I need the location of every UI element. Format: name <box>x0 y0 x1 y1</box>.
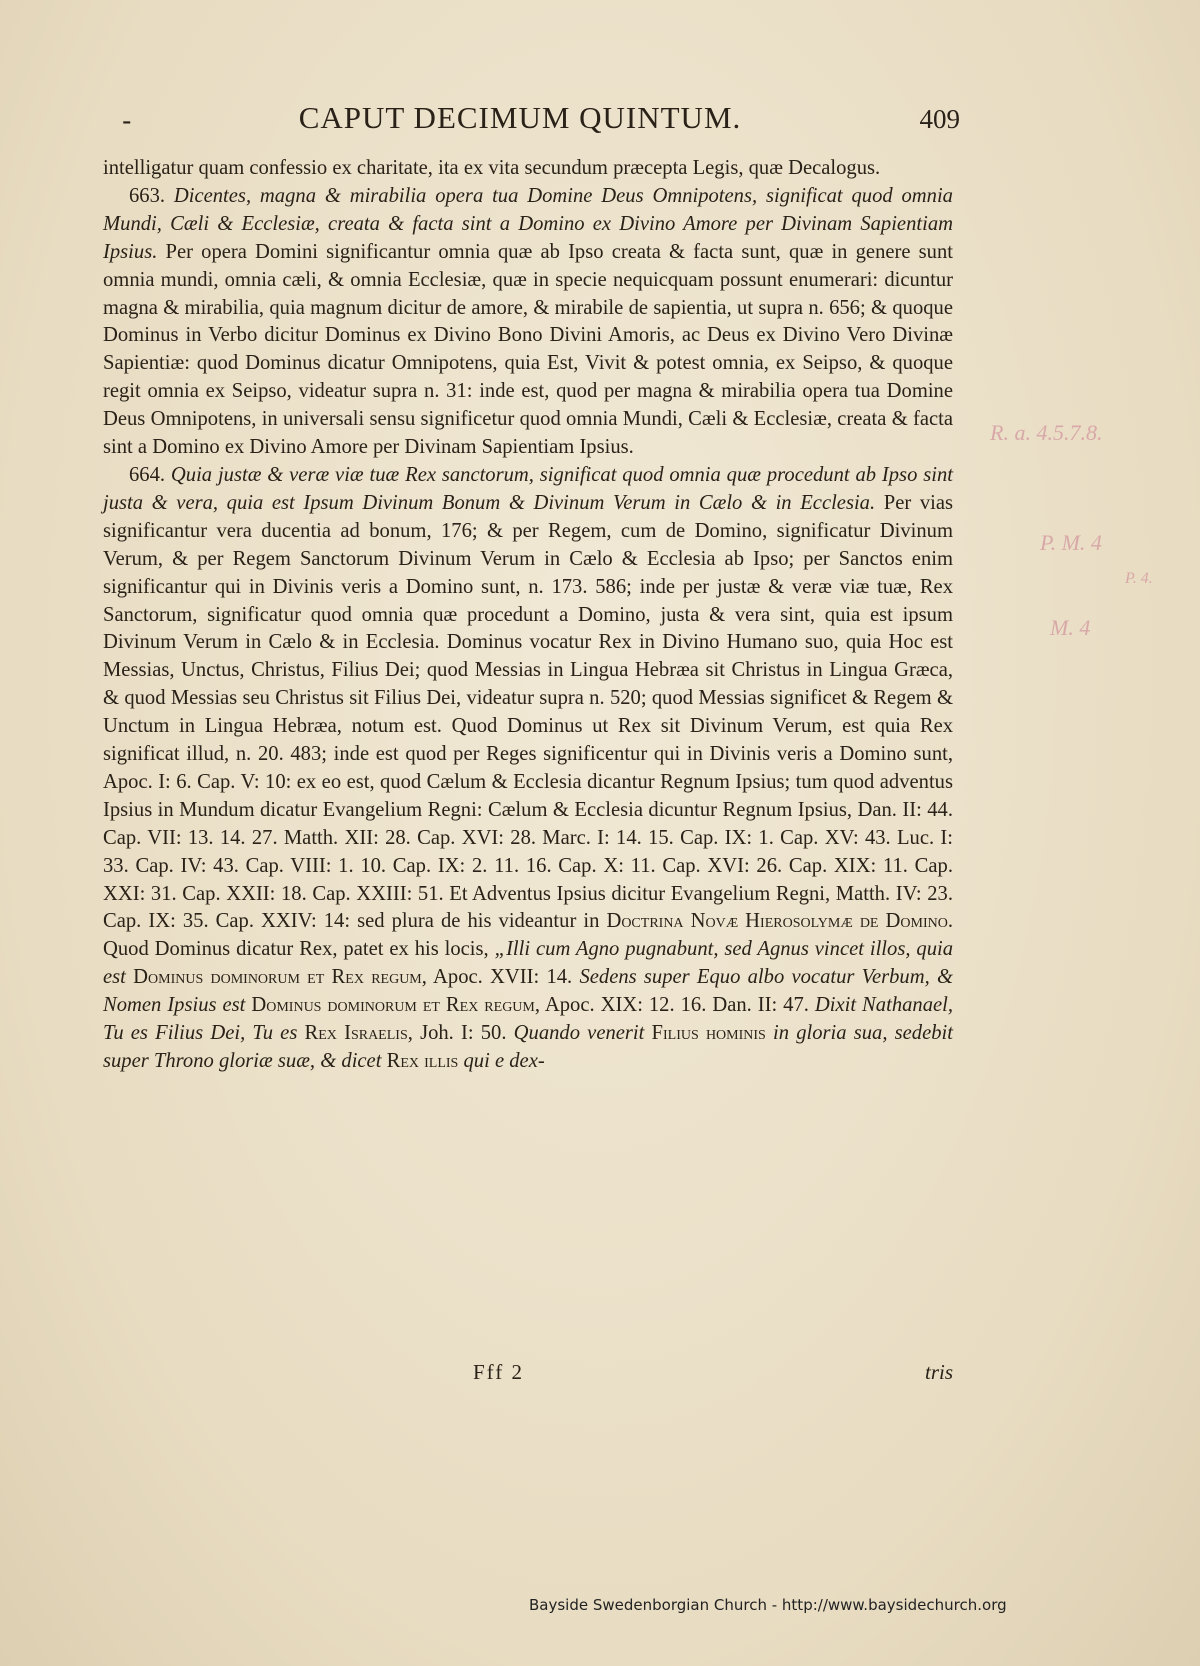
margin-note: M. 4 <box>1050 615 1091 640</box>
scripture-reference: Apoc. XIX: 12. 16. Dan. II: 47. <box>544 994 809 1017</box>
margin-note: R. a. 4.5.7.8. <box>990 420 1103 445</box>
doctrine-reference: Doctrina Novæ Hierosolymæ de Domino. <box>606 910 953 933</box>
quotation: in gloria sua, sedebit super Throno gloriæ suæ, & dicet <box>103 1022 953 1072</box>
running-header <box>100 100 960 140</box>
quotation: Sedens super Equo albo vocatur Verbum, & Nomen Ipsius est <box>103 966 953 1017</box>
paragraph-text: Per vias significantur vera ducentia ad bonum, 176; & per Regem, cum de Domino, significatur Divinum Verum, & per Regem Sanctorum Divinum Verum in Cælo & Ecclesia ab Ipso; per Sanctos enim significantur qui in Divinis veris a Domino sunt, n. 173. 586; inde per justæ & veræ viæ tuæ, Rex Sanctorum, significatur quod omnia quæ procedunt a Domino, justa & vera sint, quia est ipsum Divinum Verum in Cælo & in Ecclesia. Dominus vocatur Rex in Divino Humano suo, quia Hoc est Messias, Unctus, Christus, Filius Dei; quod Messias in Lingua Hebræa sit Christus in Lingua Græca, & quod Messias seu Christus sit Filius Dei, videatur supra n. 520; quod Messias significet & Regem & Unctum in Lingua Hebræa, notum est. Quod Dominus ut Rex sit Divinum Verum, est quia Rex significat illud, n. 20. 483; inde est quod per Reges significentur qui in Divinis veris a Domino sunt, Apoc. I: 6. Cap. V: 10: ex eo est, quod Cælum & Ecclesia dicantur Regnum Ipsius; tum quod adventus Ipsius in Mundum dicatur Evangelium Regni: Cælum & Ecclesia dicuntur Regnum Ipsius, Dan. II: 44. Cap. VII: 13. 14. 27. Matth. XII: 28. Cap. XVI: 28. Marc. I: 14. 15. Cap. IX: 1. Cap. XV: 43. Luc. I: 33. Cap. IV: 43. Cap. VIII: 1. 10. Cap. IX: 2. 11. 16. Cap. X: 11. Cap. XVI: 26. Cap. XIX: 11. Cap. XXI: 31. Cap. XXII: 18. Cap. XXIII: 51. Et Adventus Ipsius dicitur Evangelium Regni, Matth. IV: 23. Cap. IX: 35. Cap. XXIV: 14: sed plura de his videantur in <box>103 491 954 933</box>
catchword: tris <box>924 1360 953 1384</box>
scripture-reference: Joh. I: 50. <box>420 1022 507 1045</box>
quotation: Dixit Nathanael, Tu es Filius Dei, Tu es <box>103 994 954 1045</box>
paragraph-lemma: Quia justæ & veræ viæ tuæ Rex sanctorum, significat quod omnia quæ procedunt ab Ipso sint justa & vera, quia est Ipsum Divinum Bonum & Divinum Verum in Cælo & in Ecclesia. <box>103 463 953 514</box>
paragraph-number: 663. <box>129 184 166 207</box>
margin-note: P. M. 4 <box>1040 530 1102 555</box>
paragraph-number: 664. <box>129 463 166 486</box>
continuation-paragraph: intelligatur quam confessio ex charitate, ita ex vita secundum præcepta Legis, quæ Decalogus. <box>103 157 881 179</box>
scripture-reference: Apoc. XVII: 14. <box>433 966 573 989</box>
quotation: Quando venerit <box>513 1022 645 1045</box>
page-number: 409 <box>919 104 960 134</box>
main-text <box>103 155 953 1076</box>
quotation: qui e dex- <box>463 1050 545 1072</box>
chapter-title: CAPUT DECIMUM QUINTUM. <box>298 100 742 135</box>
quotation-smallcaps: Dominus dominorum et Rex regum, <box>133 966 427 989</box>
header-dash: - <box>122 104 132 137</box>
watermark-text: Bayside Swedenborgian Church - http://www.baysidechurch.org <box>529 1596 1007 1614</box>
paragraph-663 <box>103 183 953 462</box>
paragraph-text: Quod Dominus dicatur Rex, patet ex his locis, <box>103 938 489 961</box>
quotation-smallcaps: Rex Israelis, <box>304 1022 413 1045</box>
paragraph-text: Per opera Domini significantur omnia quæ ab Ipso creata & facta sunt, quæ in genere sunt omnia mundi, omnia cæli, & omnia Ecclesiæ, quæ in specie nequicquam possunt enumerari: dicuntur magna & mirabilia, quia magnum dicitur de amore, & mirabile de sapientia, ut supra n. 656; & quoque Dominus in Verbo dicitur Dominus ex Divino Bono Divini Amoris, ac Deus ex Divino Vero Divinæ Sapientiæ: quod Dominus dicatur Omnipotens, quia Est, Vivit & potest omnia, ex Seipso, & quoque regit omnia ex Seipso, videatur supra n. 31: inde est, quod per magna & mirabilia opera tua Domine Deus Omnipotens, in universali sensu significetur quod omnia Mundi, Cæli & Ecclesiæ, creata & facta sint a Domino ex Divino Amore per Divinam Sapientiam Ipsius. <box>103 240 953 459</box>
quotation-smallcaps: Filius hominis <box>651 1022 766 1045</box>
paragraph-664 <box>103 462 953 1076</box>
signature-mark: Fff 2 <box>473 1360 525 1384</box>
quotation-smallcaps: Rex illis <box>386 1050 459 1072</box>
quotation-smallcaps: Dominus dominorum et Rex regum, <box>251 994 541 1017</box>
page-footer <box>103 1360 953 1390</box>
margin-note: P. 4. <box>1125 570 1153 587</box>
paragraph-lemma: Dicentes, magna & mirabilia opera tua Domine Deus Omnipotens, significat quod omnia Mundi, Cæli & Ecclesiæ, creata & facta sint a Domino ex Divino Amore per Divinam Sapientiam Ipsius. <box>103 184 953 263</box>
quotation: „Illi cum Agno pugnabunt, sed Agnus vincet illos, quia est <box>103 938 954 989</box>
